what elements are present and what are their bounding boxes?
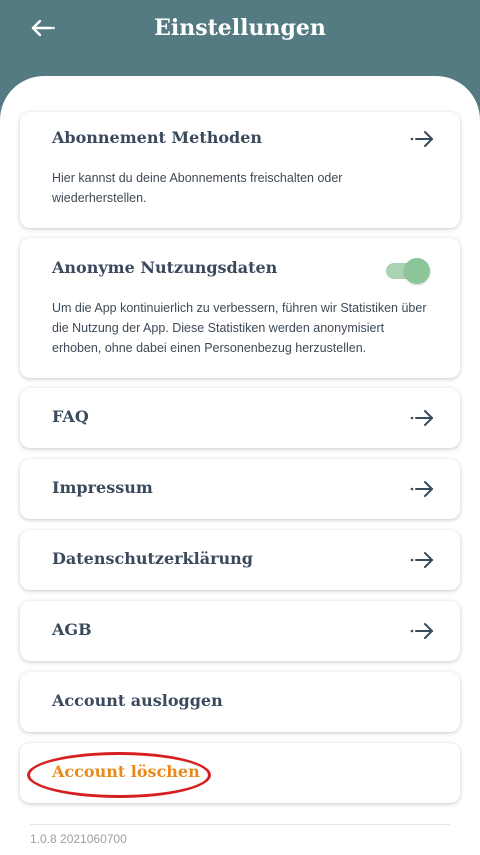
subscription-card[interactable] <box>20 112 460 228</box>
arrow-right-icon <box>410 478 436 500</box>
analytics-title: Anonyme Nutzungsdaten <box>52 258 278 277</box>
subscription-title: Abonnement Methoden <box>52 128 263 147</box>
subscription-description: Hier kannst du deine Abonnements freischalten oder wiederherstellen. <box>52 171 343 205</box>
faq-card[interactable] <box>20 388 460 448</box>
settings-sheet <box>0 76 480 855</box>
delete-account-card[interactable] <box>20 743 460 803</box>
footer-divider <box>30 824 450 825</box>
faq-title: FAQ <box>52 407 89 426</box>
terms-title: AGB <box>52 620 92 639</box>
terms-card[interactable] <box>20 601 460 661</box>
analytics-toggle[interactable] <box>386 258 430 284</box>
logout-title: Account ausloggen <box>52 691 223 710</box>
analytics-description: Um die App kontinuierlich zu verbessern, führen wir Statistiken über die Nutzung der App. Diese Statistiken werden anonymisiert erhoben, ohne dabei einen Personenbezug herzustellen. <box>52 301 427 355</box>
version-label: 1.0.8 2021060700 <box>30 832 127 846</box>
arrow-right-icon <box>410 407 436 429</box>
imprint-title: Impressum <box>52 478 153 497</box>
logout-card[interactable] <box>20 672 460 732</box>
page-title: Einstellungen <box>154 15 326 41</box>
privacy-card[interactable] <box>20 530 460 590</box>
arrow-right-icon <box>410 549 436 571</box>
privacy-title: Datenschutzerklärung <box>52 549 253 568</box>
arrow-right-icon <box>410 620 436 642</box>
imprint-card[interactable] <box>20 459 460 519</box>
analytics-card <box>20 238 460 378</box>
toggle-knob <box>404 258 430 284</box>
arrow-right-icon <box>410 128 436 150</box>
delete-account-title: Account löschen <box>52 762 200 781</box>
